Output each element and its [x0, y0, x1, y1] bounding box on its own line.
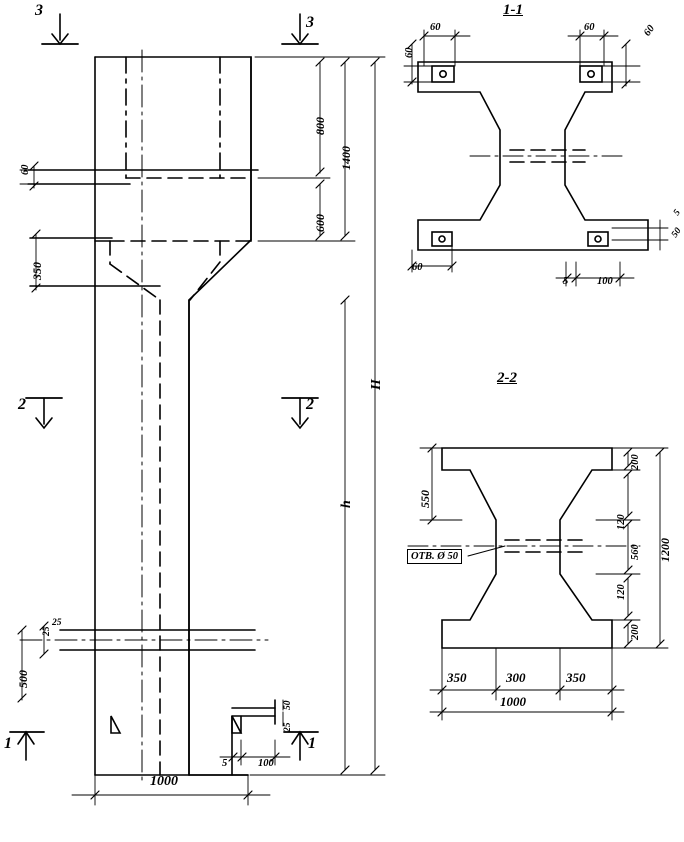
dim-100-bottom: 100	[258, 758, 274, 769]
dim-300: 300	[506, 670, 526, 685]
dim-60-s11-bottom-left: 60	[412, 262, 423, 273]
dim-1000-section: 1000	[500, 694, 526, 709]
section-mark-2-left: 2	[18, 396, 26, 413]
dim-200-bottom: 200	[630, 624, 641, 640]
dim-100-s11-bottom: 100	[597, 276, 613, 287]
dim-5-s11-right: 5	[672, 208, 683, 218]
dim-120-top: 120	[616, 514, 627, 530]
dim-60-s11-top-left: 60	[430, 22, 441, 33]
dim-200-top: 200	[630, 454, 641, 470]
title-section-1-1: 1-1	[503, 2, 523, 18]
dim-60-s11-left-vert: 60	[404, 47, 415, 58]
dim-1400: 1400	[339, 146, 353, 170]
dim-60-s11-top-right: 60	[584, 22, 595, 33]
dim-60-top-left: 60	[20, 164, 31, 175]
dim-1200: 1200	[658, 538, 672, 562]
dim-25-foot: 25	[283, 722, 293, 732]
section-mark-1-left: 1	[4, 735, 12, 752]
dim-50-s11-right: 50	[670, 226, 684, 240]
title-section-2-2: 2-2	[497, 370, 517, 386]
dim-560: 560	[630, 544, 641, 560]
dim-60-s11-right-vert: 60	[642, 23, 658, 39]
dim-H: H	[369, 379, 384, 390]
section-mark-1-right: 1	[308, 735, 316, 752]
note-hole-callout: ОТВ. Ø 50	[407, 549, 462, 564]
dim-350: 350	[30, 262, 44, 280]
dim-350-right: 350	[566, 670, 586, 685]
section-mark-3-right: 3	[306, 14, 314, 31]
dim-350-left: 350	[447, 670, 467, 685]
dim-120-bottom: 120	[616, 584, 627, 600]
section-mark-2-right: 2	[306, 396, 314, 413]
dim-800: 800	[313, 117, 327, 135]
dim-500: 500	[16, 670, 30, 688]
dim-5-bottom: 5	[222, 758, 228, 769]
dim-550: 550	[418, 490, 432, 508]
dim-1000-elevation: 1000	[150, 774, 178, 789]
dim-600: 600	[313, 214, 327, 232]
dim-h: h	[339, 500, 354, 508]
dim-5-s11-bottom: 5	[563, 276, 569, 287]
section-mark-3-left: 3	[35, 2, 43, 19]
dim-25-b: 25	[52, 618, 62, 628]
dim-50-foot: 50	[283, 700, 293, 710]
dim-25-a: 25	[42, 626, 52, 636]
